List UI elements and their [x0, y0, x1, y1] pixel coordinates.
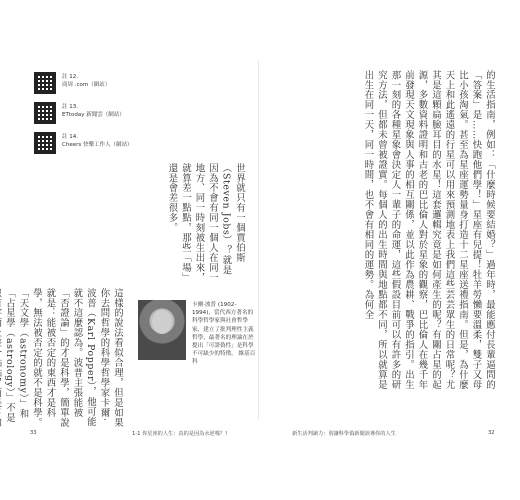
left-body-lower: 這樣的說法看似合理，但是如果你去問哲學的科學哲學家卡爾‧波普（Karl Popper），他可能就不這麼認為。波普主張能被「否證論」的才是科學，簡單說就是：能被否定的東西才是科學，無法被否定的就不是科學。「天文學（astronomy）」和「占星學（astrology）」不是 — [4, 288, 123, 428]
karl-popper-photo — [138, 300, 186, 360]
footnotes — [34, 72, 214, 162]
right-page — [282, 50, 498, 430]
portrait-face — [152, 310, 172, 334]
caption-text: 卡爾‧波普 (1902-1994)，當代西方著名的科學哲學家與社會哲學家，建立了批判理性主義哲學，最著名的理論在於提出「可證偽性」是科學不可缺少的特徵。 — [192, 302, 254, 358]
right-page-number: 32 — [488, 430, 495, 436]
left-body-upper: 世界就只有一個賈伯斯（Steven Jobs）？就是因為不會有同一個人在同一地方、同一時刻被生出來，就算差一點點，那些「場」還是會差很多。 — [166, 163, 245, 283]
footnote-12[interactable] — [34, 72, 214, 98]
footnote-text: 註 12. 商周 .com（網站） — [62, 74, 111, 88]
photo-caption — [192, 301, 258, 367]
footnote-13[interactable] — [34, 102, 214, 128]
right-running-title: 新生活判讀力：別讓科學偽新聞誤導你的人生 — [292, 431, 396, 437]
footnote-text: 註 13. ETtoday 新聞雲（網站） — [62, 104, 125, 118]
qr-code-icon[interactable] — [34, 102, 56, 124]
qr-code-icon[interactable] — [34, 72, 56, 94]
left-page — [4, 50, 256, 430]
page-gutter — [258, 60, 259, 420]
footnote-14[interactable] — [34, 132, 214, 158]
qr-code-icon[interactable] — [34, 132, 56, 154]
left-page-number: 33 — [30, 430, 37, 436]
left-running-title: 1-1 你星座的人生：真的是因為水逆嗎？! — [132, 431, 228, 437]
footnote-text: 註 14. Cheers 快樂工作人（網站） — [62, 134, 133, 148]
right-body: 的生活指南，例如：「什麼時候要結婚？」過年時，最能應付長輩逼問的「答案」是……快跑他們學！」星座有兒提！牡羊勞懶要溫柔，雙子又母比小孩淘氣。甚至為星座運勢量身打造十二星座送禮指南。但是，為什麼天上和此遙遠的行星可以用來預測地表上我們這些芸芸眾生的日常呢？尤其是這顆扁臉耳目的水星！這套邏輯究竟是如何產生的呢？有關占星的起源，多數資料證明和古老的巴比倫人對於星象的觀察，巴比倫人在幾千年前發現天文現象與人事的相互關係，並以此作為農耕、戰爭的指引。出生那一刻的各種星象會決定人一輩子的命運，這些假設目前可以有許多的研究方法，但都未曾被證實。每個人的出生時間與地點都不同，所以就算是出生在同一天，同一時間，也不會有相同的運勢。為何全 — [362, 70, 495, 390]
caption-credit: 維基百科 — [192, 351, 256, 366]
